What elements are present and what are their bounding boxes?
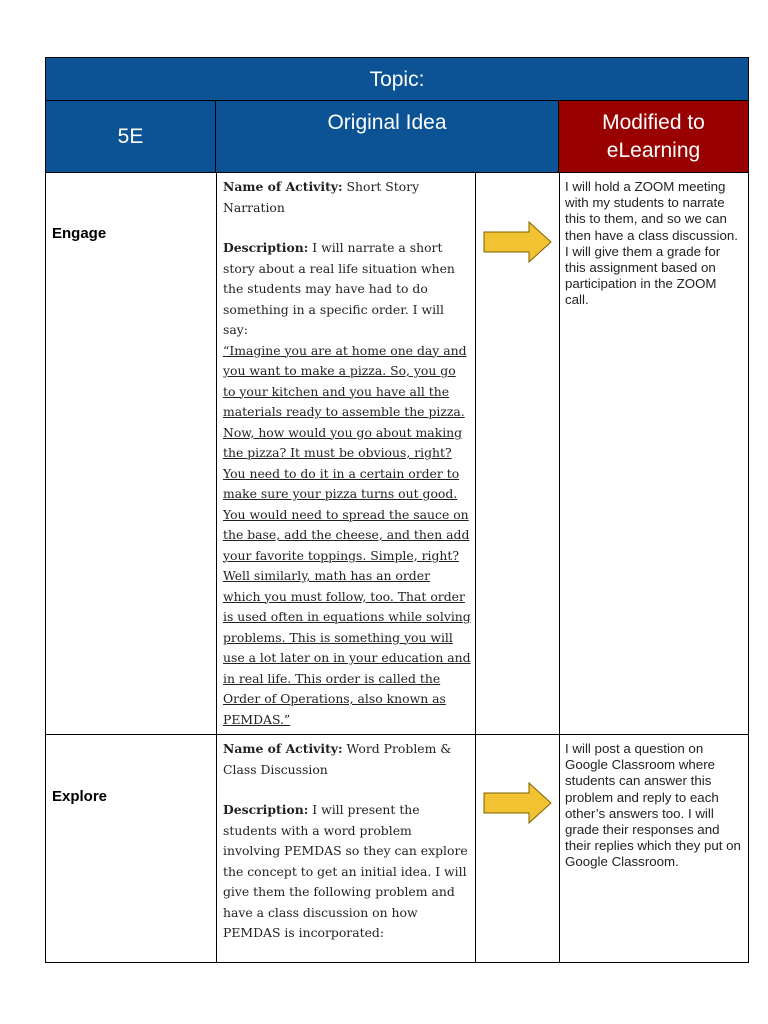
arrow-right-icon (483, 782, 553, 824)
lesson-plan-table (45, 57, 749, 963)
activity-line: Name of Activity: Short Story Narration (223, 179, 420, 215)
modified-cell: I will post a question on Google Classroom where students can answer this problem and reply to each other’s answers too. I will grade their responses and their replies which they put on Google Classroom. (565, 741, 741, 870)
original-idea-cell (217, 735, 477, 944)
phase-label: Explore (52, 788, 108, 805)
activity-line: Name of Activity: Word Problem & Class Discussion (223, 741, 452, 777)
topic-header: Topic: (46, 58, 748, 101)
modified-cell: I will hold a ZOOM meeting with my students to narrate this to them, and so we can then have a class discussion. I will give them a grade for this assignment based on participation in the ZOOM call. (565, 179, 738, 308)
narration-quote: “Imagine you are at home one day and you want to make a pizza. So, you go to your kitchen and you have all the materials ready to assemble the pizza. Now, how would you go about making the pizza? It must be obvious, right? You need to do it in a certain order to make sure your pizza turns out good. You would need to spread the sauce on the base, add the cheese, and then add your favorite toppings. Simple, right? Well similarly, math has an order which you must follow, too. That order is used often in equations while solving problems. This is something you will use a lot later on in your education and in real life. This order is called the Order of Operations, also known as PEMDAS.” (223, 342, 471, 727)
description-line: Description: I will narrate a short story about a real life situation when the students may have had to do something in a specific order. I will say: (223, 240, 455, 337)
column-header-5e: 5E (46, 101, 216, 172)
table-row-explore (46, 734, 748, 962)
column-divider (475, 735, 476, 963)
column-header-modified: Modified to eLearning (559, 101, 748, 172)
phase-label: Engage (52, 225, 107, 242)
table-row-engage (46, 172, 748, 734)
column-divider (475, 173, 476, 734)
arrow-right-icon (483, 221, 553, 263)
description-line: Description: I will present the students with a word problem involving PEMDAS so they can explore the concept to get an initial idea. I will give them the following problem and have a class discussion on how PEMDAS is incorporated: (223, 802, 468, 940)
original-idea-cell (217, 173, 477, 730)
column-header-original-idea: Original Idea (216, 101, 559, 172)
